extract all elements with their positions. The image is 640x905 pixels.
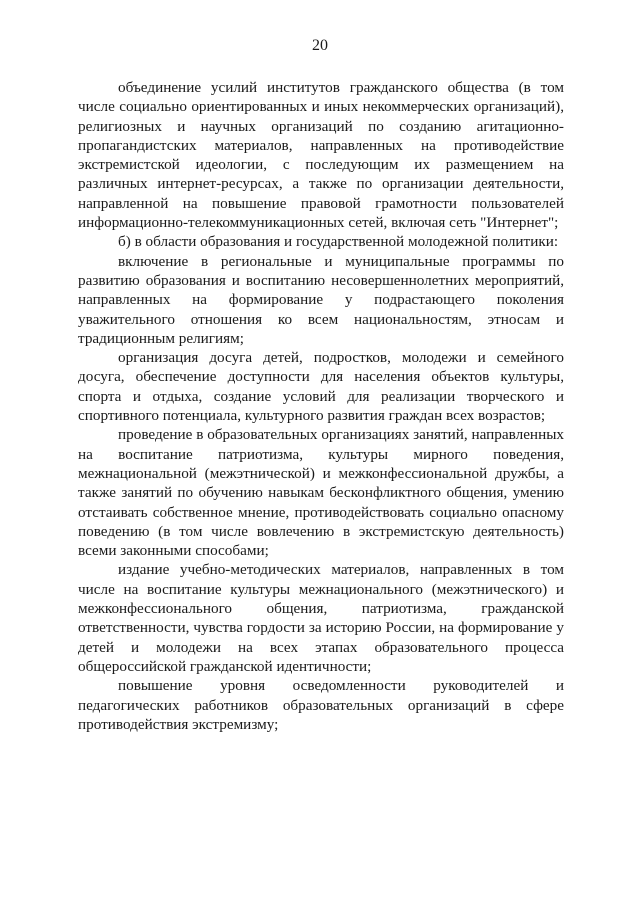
paragraph-2: б) в области образования и государственной молодежной политики: [118,233,559,251]
paragraph-6: издание учебно-методических материалов, направленных в том числе на воспитание культуры межнационального (межэтнического) и межконфессионального общения, патриотизма, гражданской ответственности, чувства гордости за историю России, на формирование у детей и молодежи на всех этапах образовательного процесса общероссийской гражданской идентичности; [78,561,564,675]
body-text [78,78,564,734]
paragraph-1: объединение усилий институтов гражданского общества (в том числе социально ориентированных и иных некоммерческих организаций), религиозных и научных организаций по созданию агитационно-пропагандистских материалов, направленных на противодействие экстремистской идеологии, с последующим их размещением на различных интернет-ресурсах, а также по организации деятельности, направленной на повышение правовой грамотности пользователей информационно-телекоммуникационных сетей, включая сеть "Интернет"; [78,79,564,232]
paragraph-5: проведение в образовательных организациях занятий, направленных на воспитание патриотизма, культуры мирного поведения, межнациональной (межэтнической) и межконфессиональной дружбы, а также занятий по обучению навыкам бесконфликтного общения, умению отстаивать собственное мнение, противодействовать социально опасному поведению (в том числе вовлечению в экстремистскую деятельность) всеми законными способами; [78,426,564,560]
page-number: 20 [312,37,328,54]
paragraph-3: включение в региональные и муниципальные программы по развитию образования и воспитанию несовершеннолетних мероприятий, направленных на формирование у подрастающего поколения уважительного отношения ко всем национальностям, этносам и традиционным религиям; [78,252,564,347]
paragraph-4: организация досуга детей, подростков, молодежи и семейного досуга, обеспечение доступности для населения объектов культуры, спорта и отдыха, создание условий для реализации творческого и спортивного потенциала, культурного развития граждан всех возрастов; [78,349,564,425]
paragraph-7: повышение уровня осведомленности руководителей и педагогических работников образовательных организаций в сфере противодействия экстремизму; [78,677,564,733]
